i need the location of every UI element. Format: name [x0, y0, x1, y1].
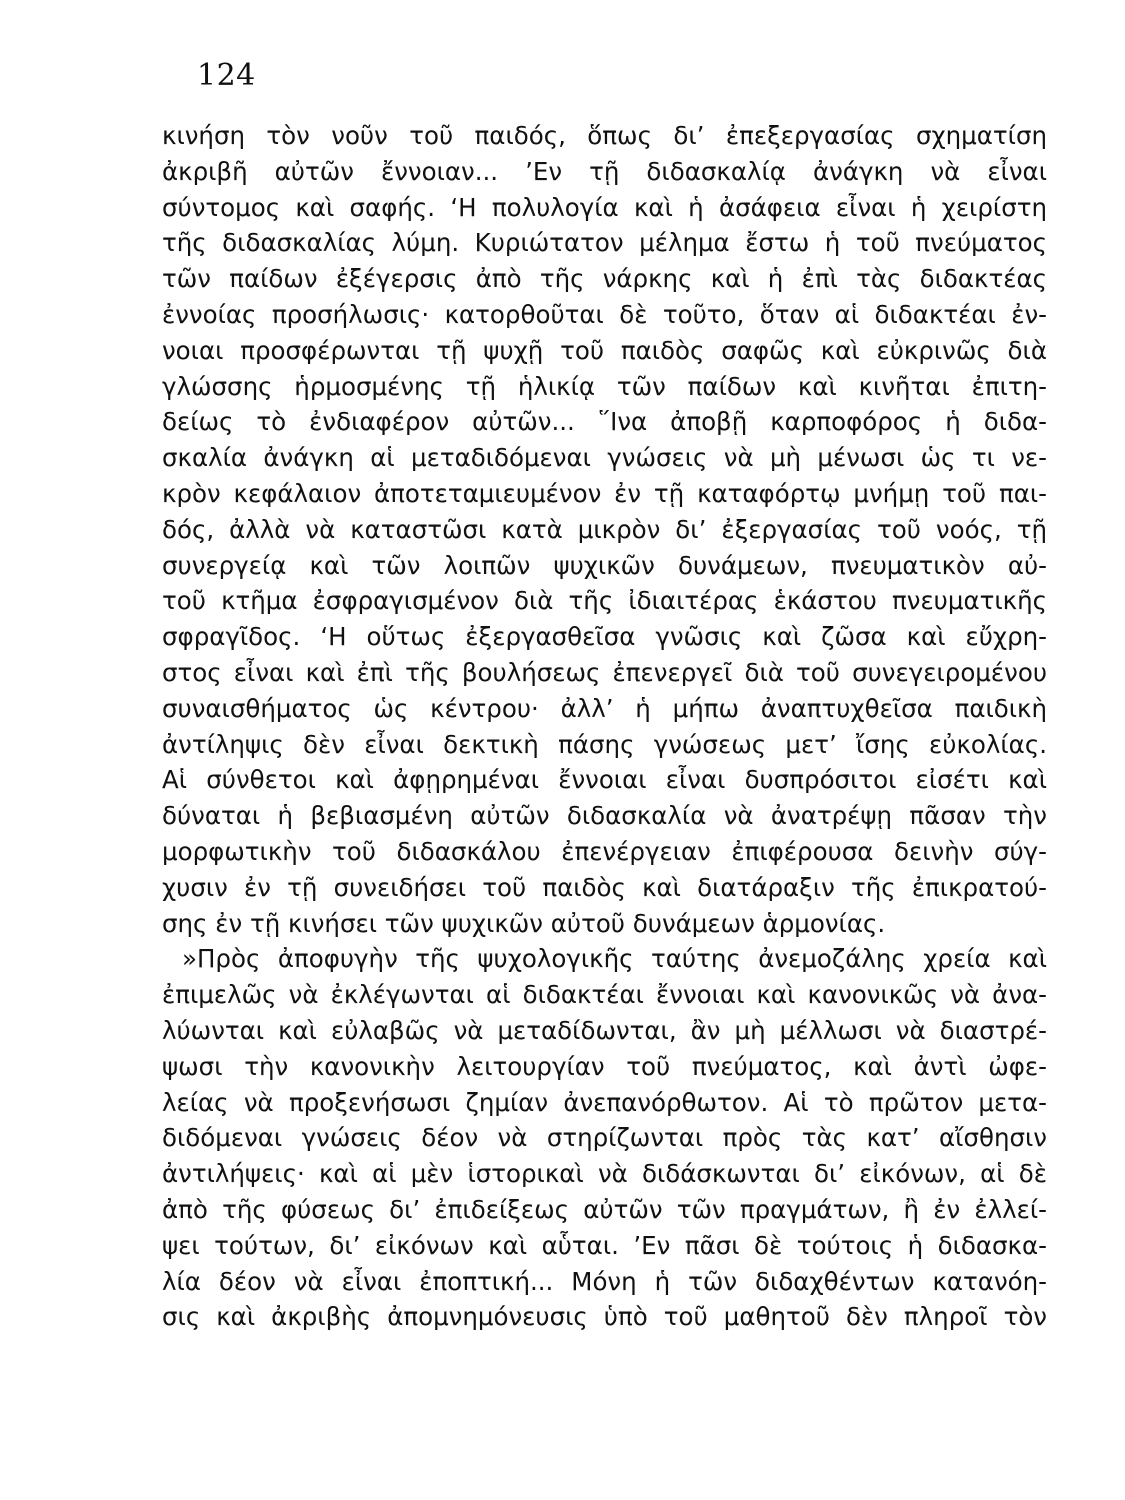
- text-line: ἀντίληψις δὲν εἶναι δεκτικὴ πάσης γνώσεως μετ’ ἴσης εὐκολίας.: [162, 729, 1047, 759]
- text-line: δύναται ἡ βεβιασμένη αὐτῶν διδασκαλία νὰ ἀνατρέψῃ πᾶσαν τὴν: [162, 801, 1047, 831]
- text-line: γλώσσης ἡρμοσμένης τῇ ἡλικίᾳ τῶν παίδων καὶ κινῆται ἐπιτη-: [162, 371, 1047, 401]
- body-text: [162, 118, 1047, 1335]
- text-line: σης ἐν τῇ κινήσει τῶν ψυχικῶν αὐτοῦ δυνάμεων ἁρμονίας.: [162, 908, 886, 938]
- text-line: τῆς διδασκαλίας λύμη. Κυριώτατον μέλημα ἔστω ἡ τοῦ πνεύματος: [162, 228, 1047, 258]
- text-line: τῶν παίδων ἐξέγερσις ἀπὸ τῆς νάρκης καὶ ἡ ἐπὶ τὰς διδακτέας: [162, 264, 1047, 294]
- text-line: χυσιν ἐν τῇ συνειδήσει τοῦ παιδὸς καὶ διατάραξιν τῆς ἐπικρατού-: [162, 872, 1047, 902]
- text-line: ψει τούτων, δι’ εἰκόνων καὶ αὗται. ’Εν πᾶσι δὲ τούτοις ἡ διδασκα-: [162, 1230, 1047, 1260]
- text-line: μορφωτικὴν τοῦ διδασκάλου ἐπενέργειαν ἐπιφέρουσα δεινὴν σύγ-: [162, 836, 1047, 866]
- text-line: »Πρὸς ἀποφυγὴν τῆς ψυχολογικῆς ταύτης ἀνεμοζάλης χρεία καὶ: [182, 944, 1047, 974]
- text-line: σκαλία ἀνάγκη αἱ μεταδιδόμεναι γνώσεις νὰ μὴ μένωσι ὡς τι νε-: [162, 443, 1047, 473]
- text-line: συνεργείᾳ καὶ τῶν λοιπῶν ψυχικῶν δυνάμεων, πνευματικὸν αὐ-: [162, 550, 1047, 580]
- text-line: συναισθήματος ὡς κέντρου· ἀλλ’ ἡ μήπω ἀναπτυχθεῖσα παιδικὴ: [162, 693, 1047, 723]
- text-line: ἐπιμελῶς νὰ ἐκλέγωνται αἱ διδακτέαι ἔννοιαι καὶ κανονικῶς νὰ ἀνα-: [162, 980, 1047, 1010]
- text-line: στος εἶναι καὶ ἐπὶ τῆς βουλήσεως ἐπενεργεῖ διὰ τοῦ συνεγειρομένου: [162, 657, 1047, 687]
- text-line: νοιαι προσφέρωνται τῇ ψυχῇ τοῦ παιδὸς σαφῶς καὶ εὐκρινῶς διὰ: [162, 335, 1047, 365]
- page-number: 124: [197, 58, 256, 93]
- text-line: διδόμεναι γνώσεις δέον νὰ στηρίζωνται πρὸς τὰς κατ’ αἴσθησιν: [162, 1123, 1047, 1153]
- text-line: ἀκριβῆ αὐτῶν ἔννοιαν... ’Εν τῇ διδασκαλίᾳ ἀνάγκη νὰ εἶναι: [162, 156, 1047, 186]
- text-line: σύντομος καὶ σαφής. ‘Η πολυλογία καὶ ἡ ἀσάφεια εἶναι ἡ χειρίστη: [162, 192, 1047, 222]
- text-line: ἐννοίας προσήλωσις· κατορθοῦται δὲ τοῦτο, ὅταν αἱ διδακτέαι ἐν-: [162, 299, 1047, 329]
- text-line: δός, ἀλλὰ νὰ καταστῶσι κατὰ μικρὸν δι’ ἐξεργασίας τοῦ νοός, τῇ: [162, 514, 1047, 544]
- text-line: λείας νὰ προξενήσωσι ζημίαν ἀνεπανόρθωτον. Αἱ τὸ πρῶτον μετα-: [162, 1087, 1047, 1117]
- text-line: λύωνται καὶ εὐλαβῶς νὰ μεταδίδωνται, ἂν μὴ μέλλωσι νὰ διαστρέ-: [162, 1015, 1047, 1045]
- text-line: τοῦ κτῆμα ἐσφραγισμένον διὰ τῆς ἰδιαιτέρας ἑκάστου πνευματικῆς: [162, 586, 1047, 616]
- text-line: σφραγῖδος. ‘Η οὕτως ἐξεργασθεῖσα γνῶσις καὶ ζῶσα καὶ εὔχρη-: [162, 622, 1047, 652]
- text-line: ἀντιλήψεις· καὶ αἱ μὲν ἱστορικαὶ νὰ διδάσκωνται δι’ εἰκόνων, αἱ δὲ: [162, 1159, 1047, 1189]
- text-line: ἀπὸ τῆς φύσεως δι’ ἐπιδείξεως αὐτῶν τῶν πραγμάτων, ἢ ἐν ἐλλεί-: [162, 1194, 1047, 1224]
- text-line: δείως τὸ ἐνδιαφέρον αὐτῶν... ῞Ινα ἀποβῇ καρποφόρος ἡ διδα-: [162, 407, 1047, 437]
- text-line: λία δέον νὰ εἶναι ἐποπτική... Μόνη ἡ τῶν διδαχθέντων κατανόη-: [162, 1266, 1047, 1296]
- text-line: σις καὶ ἀκριβὴς ἀπομνημόνευσις ὑπὸ τοῦ μαθητοῦ δὲν πληροῖ τὸν: [162, 1302, 1047, 1332]
- text-line: ψωσι τὴν κανονικὴν λειτουργίαν τοῦ πνεύματος, καὶ ἀντὶ ὠφε-: [162, 1051, 1047, 1081]
- text-line: κινήση τὸν νοῦν τοῦ παιδός, ὅπως δι’ ἐπεξεργασίας σχηματίση: [162, 121, 1047, 150]
- text-line: Αἱ σύνθετοι καὶ ἀφῃρημέναι ἔννοιαι εἶναι δυσπρόσιτοι εἰσέτι καὶ: [162, 765, 1047, 795]
- text-line: κρὸν κεφάλαιον ἀποτεταμιευμένον ἐν τῇ καταφόρτῳ μνήμῃ τοῦ παι-: [162, 478, 1047, 508]
